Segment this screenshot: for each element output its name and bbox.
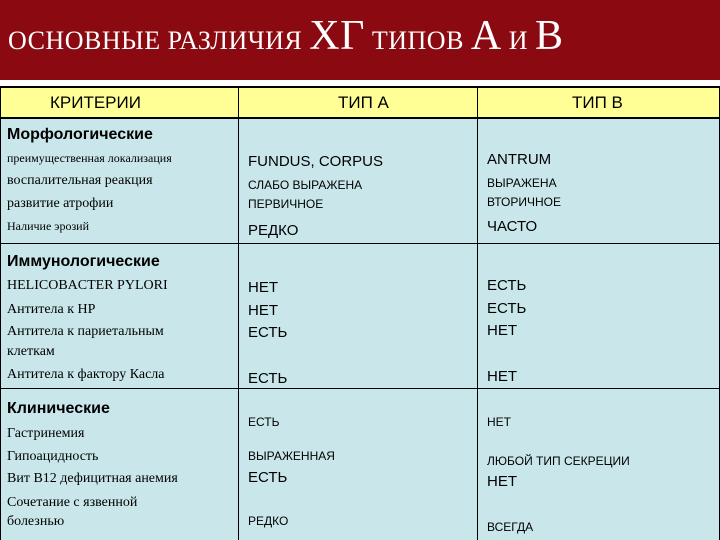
criterion-b12-anemia: Вит В12 дефицитная анемия — [7, 471, 178, 486]
criterion-erosions: Наличие эрозий — [7, 219, 90, 233]
header-type-b: ТИП В — [572, 93, 623, 112]
slide-title-bar — [0, 0, 720, 80]
criterion-antibodies-castle: Антитела к фактору Касла — [7, 367, 165, 382]
criterion-antibodies-parietal-cont: клеткам — [7, 344, 55, 359]
type-a-ulcer-combination: РЕДКО — [248, 514, 289, 528]
type-a-localization: FUNDUS, CORPUS — [248, 153, 384, 170]
header-criteria: КРИТЕРИИ — [50, 93, 141, 112]
type-a-antibodies-parietal: ЕСТЬ — [248, 324, 288, 341]
type-a-b12-anemia: ЕСТЬ — [248, 469, 288, 486]
criterion-helicobacter: HELICOBACTER PYLORI — [7, 278, 168, 293]
title-part-2: ХГ — [309, 13, 365, 59]
type-a-helicobacter: НЕТ — [248, 279, 278, 296]
type-a-antibodies-castle: ЕСТЬ — [248, 370, 288, 387]
section-title-clinical: Клинические — [7, 400, 110, 417]
type-b-inflammation: ВЫРАЖЕНА — [487, 176, 557, 190]
type-a-gastrinemia: ЕСТЬ — [248, 415, 280, 429]
header-type-a: ТИП А — [338, 93, 389, 112]
title-part-5: И — [501, 26, 536, 55]
type-b-gastrinemia: НЕТ — [487, 415, 511, 429]
table-border-left — [0, 86, 1, 540]
slide-title — [8, 12, 720, 60]
type-b-erosions: ЧАСТО — [487, 218, 538, 235]
section-divider-1 — [0, 243, 720, 244]
criterion-ulcer-combination-cont: болезнью — [7, 514, 65, 529]
title-part-6: В — [535, 13, 564, 59]
criterion-antibodies-hp: Антитела к НР — [7, 302, 96, 317]
type-a-erosions: РЕДКО — [248, 222, 299, 239]
criterion-atrophy: развитие атрофии — [7, 196, 114, 211]
type-b-b12-anemia: НЕТ — [487, 473, 517, 490]
type-b-hypoacidity: ЛЮБОЙ ТИП СЕКРЕЦИИ — [487, 454, 630, 468]
title-part-3: ТИПОВ — [364, 26, 471, 55]
title-part-4: А — [470, 13, 502, 59]
type-a-hypoacidity: ВЫРАЖЕННАЯ — [248, 449, 335, 463]
type-a-inflammation: СЛАБО ВЫРАЖЕНА — [248, 178, 363, 192]
type-b-atrophy: ВТОРИЧНОЕ — [487, 195, 561, 209]
type-b-localization: ANTRUM — [487, 151, 552, 168]
criterion-hypoacidity: Гипоацидность — [7, 449, 99, 464]
column-divider-1 — [238, 86, 239, 540]
type-a-antibodies-hp: НЕТ — [248, 302, 278, 319]
type-b-antibodies-castle: НЕТ — [487, 368, 517, 385]
section-title-immunological: Иммунологические — [7, 253, 160, 270]
title-part-1: ОСНОВНЫЕ РАЗЛИЧИЯ — [8, 26, 310, 55]
type-b-antibodies-parietal: НЕТ — [487, 322, 517, 339]
criterion-inflammation: воспалительная реакция — [7, 173, 153, 188]
criterion-localization: преимущественная локализация — [7, 151, 172, 165]
column-divider-2 — [477, 86, 478, 540]
section-divider-2 — [0, 388, 720, 389]
criterion-gastrinemia: Гастринемия — [7, 426, 85, 441]
type-b-helicobacter: ЕСТЬ — [487, 277, 527, 294]
section-title-morphological: Морфологические — [7, 126, 153, 143]
type-b-antibodies-hp: ЕСТЬ — [487, 300, 527, 317]
criterion-ulcer-combination: Сочетание с язвенной — [7, 495, 138, 510]
type-b-ulcer-combination: ВСЕГДА — [487, 520, 534, 534]
criterion-antibodies-parietal: Антитела к париетальным — [7, 324, 164, 339]
type-a-atrophy: ПЕРВИЧНОЕ — [248, 197, 324, 211]
